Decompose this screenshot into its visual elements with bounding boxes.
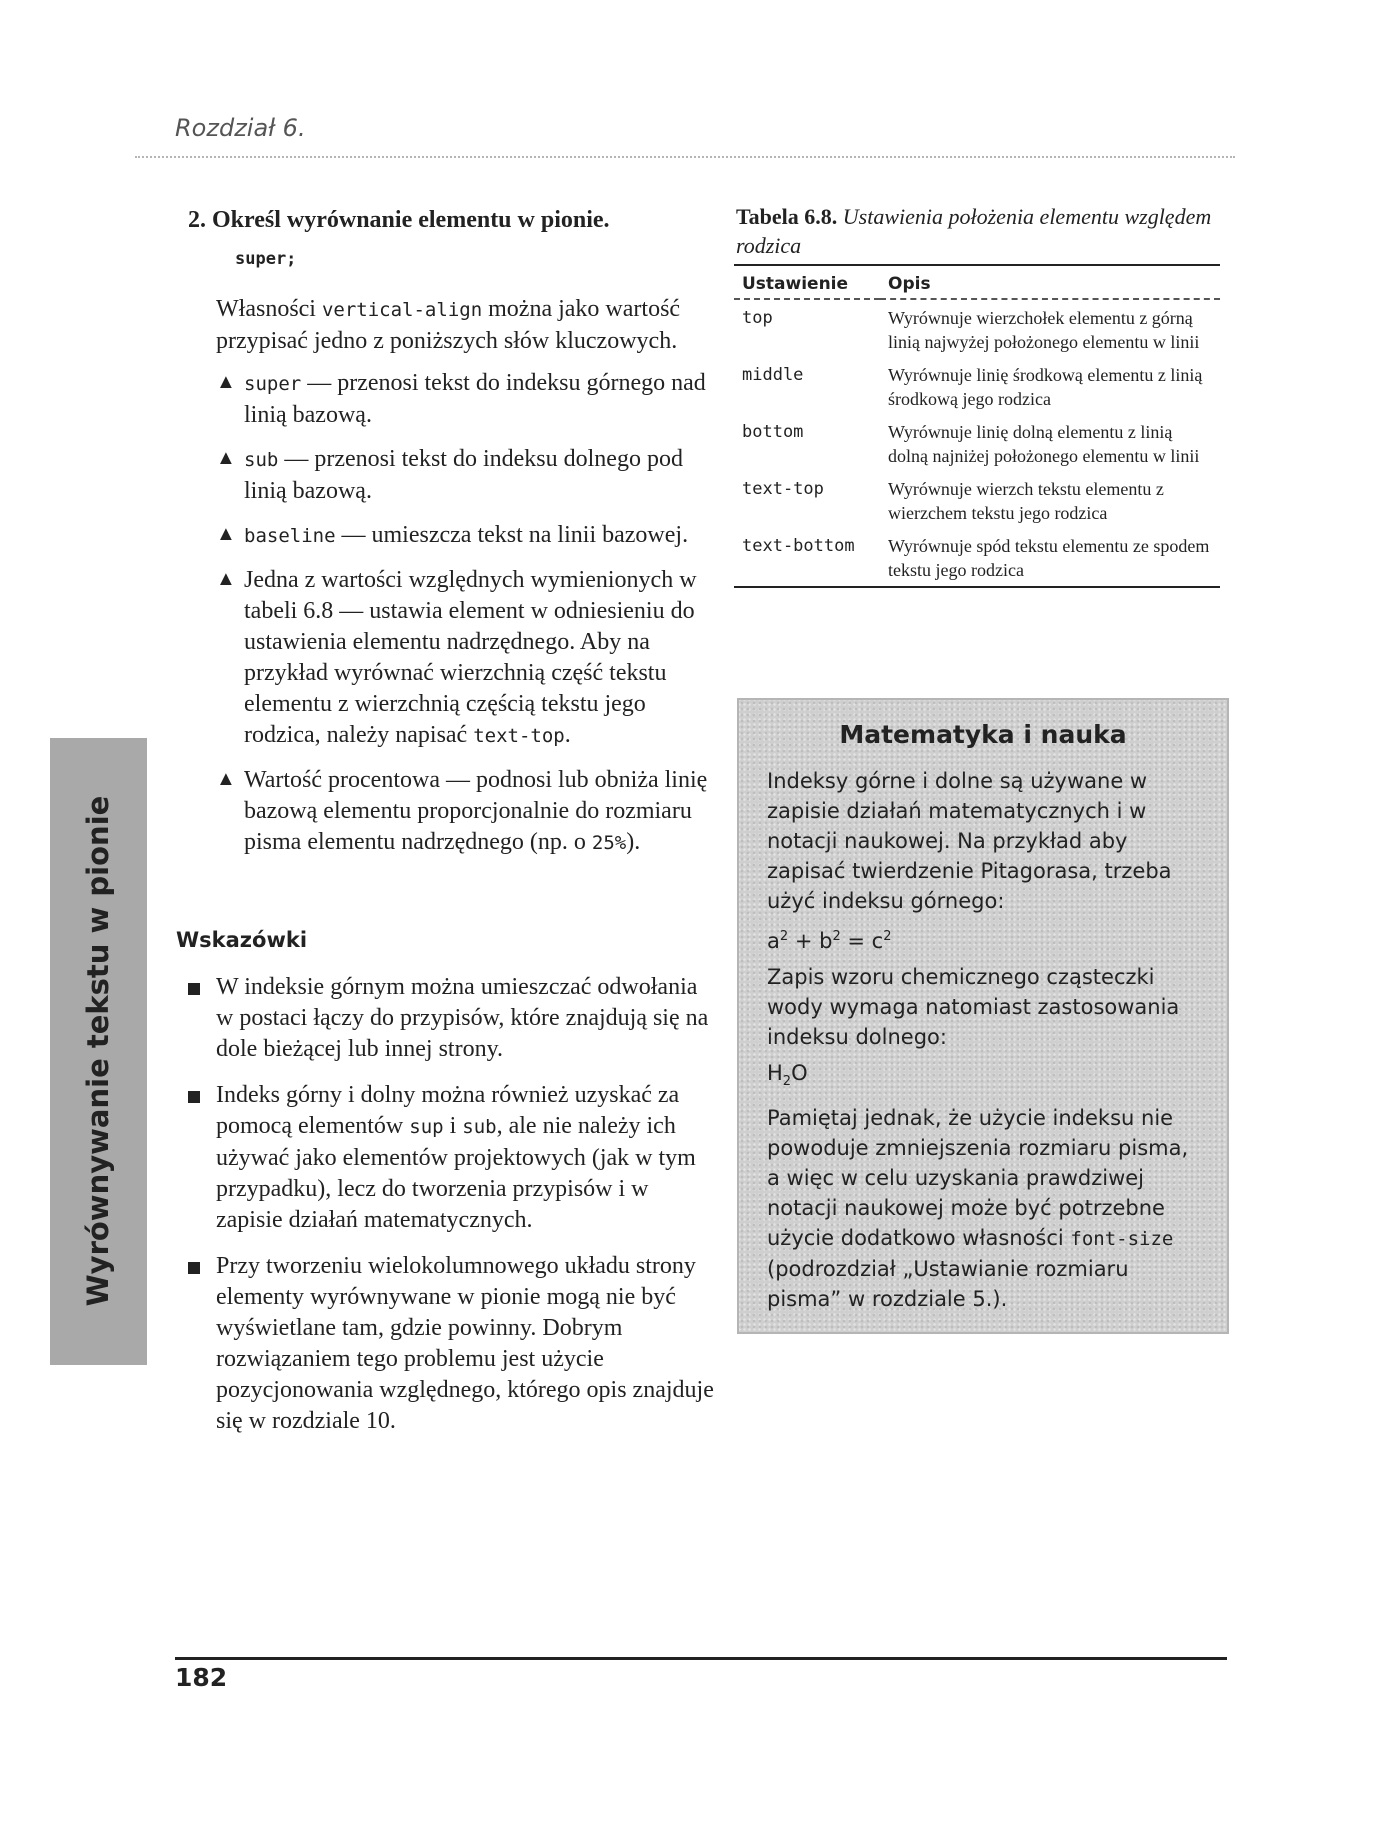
triangle-bullet-icon: ▲ — [216, 768, 236, 790]
triangle-bullet-icon: ▲ — [216, 447, 236, 469]
list-item — [216, 368, 716, 431]
tip-text: Przy tworzeniu wielokolumnowego układu strony elementy wyrównywane w pionie mogą nie być wyświetlane tam, gdzie powinny. Dobrym rozwiązaniem tego problemu jest użycie pozycjonowania względnego, którego opis znajduje się w rozdziale 10. — [216, 1253, 714, 1434]
tip-text: i — [443, 1113, 463, 1139]
keyword-description-end: . — [564, 722, 571, 748]
tip-item — [188, 1080, 718, 1236]
tips-heading: Wskazówki — [176, 928, 308, 952]
header-divider — [135, 156, 1235, 158]
table-caption-number: Tabela 6.8. — [736, 204, 838, 229]
table-cell-setting: middle — [742, 365, 804, 385]
keyword-code: sub — [244, 449, 279, 471]
formula-part: a — [767, 929, 780, 953]
formula-subscript: 2 — [782, 1074, 792, 1090]
keyword-code: text-top — [473, 725, 565, 747]
intro-text-pre: Własności — [216, 296, 322, 322]
list-item — [216, 565, 716, 752]
keyword-description: — umieszcza tekst na linii bazowej. — [335, 522, 689, 548]
pythagorean-formula — [767, 922, 1207, 956]
intro-code: vertical-align — [321, 299, 483, 321]
keyword-description-end: ). — [626, 829, 641, 855]
table-cell-description: Wyrównuje linię środkową elementu z linią środkową jego rodzica — [888, 365, 1203, 409]
tip-text: Indeks górny i dolny można również uzyskać za pomocą elementów — [216, 1082, 680, 1139]
page-number: 182 — [175, 1663, 228, 1692]
sidebar-paragraph — [767, 1103, 1207, 1314]
table-row — [734, 471, 1220, 528]
intro-text-post: można jako wartość przypisać jedno z poniższych słów kluczowych. — [216, 296, 681, 354]
square-bullet-icon — [188, 1262, 200, 1274]
table-row — [734, 357, 1220, 414]
square-bullet-icon — [188, 1091, 200, 1103]
formula-part: = c — [840, 929, 884, 953]
footer-divider — [175, 1657, 1227, 1660]
sidebar-paragraph: Zapis wzoru chemicznego cząsteczki wody wymaga natomiast zastosowania indeksu dolnego: — [767, 965, 1180, 1049]
table-row — [734, 414, 1220, 471]
table-row — [734, 299, 1220, 357]
settings-table — [734, 264, 1220, 588]
formula-part: O — [791, 1061, 808, 1085]
column-header: Opis — [880, 265, 1220, 299]
table-cell-description: Wyrównuje wierzchołek elementu z górną linią najwyżej położonego elementu w linii — [888, 308, 1200, 352]
formula-part: H — [767, 1061, 783, 1085]
table-header-row — [734, 265, 1220, 299]
step-title: 2. Określ wyrównanie elementu w pionie. — [188, 207, 610, 233]
table-cell-setting: top — [742, 308, 773, 328]
keyword-code: 25% — [591, 832, 627, 854]
water-formula — [767, 1058, 1207, 1097]
sidebar-text: (podrozdział „Ustawianie rozmiaru pisma” w rozdziale 5.). — [767, 1257, 1129, 1312]
keyword-description: Wartość procentowa — podnosi lub obniża linię bazową elementu proporcjonalnie do rozmiaru pisma elementu nadrzędnego (np. o — [244, 767, 708, 855]
table-cell-setting: text-top — [742, 479, 824, 499]
sidebar-code: font-size — [1070, 1228, 1174, 1251]
keyword-list — [216, 368, 716, 872]
table-cell-description: Wyrównuje linię dolną elementu z linią dolną najniżej położonego elementu w linii — [888, 422, 1200, 466]
keyword-description: — przenosi tekst do indeksu dolnego pod linią bazową. — [244, 446, 683, 504]
square-bullet-icon — [188, 983, 200, 995]
keyword-description: — przenosi tekst do indeksu górnego nad linią bazową. — [244, 370, 706, 428]
list-item — [216, 444, 716, 507]
list-item — [216, 765, 716, 859]
column-header: Ustawienie — [734, 265, 880, 299]
keyword-code: super — [244, 373, 302, 395]
formula-exponent: 2 — [779, 929, 789, 944]
sidebar-title: Matematyka i nauka — [839, 720, 1127, 749]
tip-text: W indeksie górnym można umieszczać odwołania w postaci łączy do przypisów, które znajdują się na dole bieżącej lub innej strony. — [216, 974, 709, 1062]
table-cell-setting: bottom — [742, 422, 804, 442]
tip-text: , ale nie należy ich używać jako elementów projektowych (jak w tym przypadku), lecz do tworzenia przypisów i w zapisie działań matematycznych. — [216, 1113, 696, 1233]
triangle-bullet-icon: ▲ — [216, 371, 236, 393]
table-row — [734, 528, 1220, 587]
table-cell-description: Wyrównuje wierzch tekstu elementu z wierzchem tekstu jego rodzica — [888, 479, 1164, 523]
keyword-description: Jedna z wartości względnych wymienionych w tabeli 6.8 — ustawia element w odniesieniu do ustawienia elementu nadrzędnego. Aby na przykład wyrównać wierzchnią część tekstu elementu z wierzchnią częścią tekstu jego rodzica, należy napisać — [244, 567, 697, 748]
math-science-sidebar — [737, 698, 1229, 1334]
sidebar-text: Pamiętaj jednak, że użycie indeksu nie powoduje zmniejszenia rozmiaru pisma, a więc w celu uzyskania prawdziwej notacji naukowej może być potrzebne użycie dodatkowo własności — [767, 1106, 1189, 1251]
side-tab-label: Wyrównywanie tekstu w pionie — [81, 795, 115, 1307]
triangle-bullet-icon: ▲ — [216, 523, 236, 545]
table-cell-setting: text-bottom — [734, 528, 880, 587]
step-code: super; — [235, 249, 297, 269]
sidebar-body — [767, 766, 1207, 1320]
table-cell-description: Wyrównuje spód tekstu elementu ze spodem tekstu jego rodzica — [880, 528, 1220, 587]
tip-item — [188, 972, 718, 1065]
table-caption-text: Ustawienia położenia elementu względem rodzica — [736, 204, 1212, 258]
tip-item — [188, 1251, 718, 1437]
list-item — [216, 520, 716, 552]
formula-exponent: 2 — [883, 929, 892, 944]
formula-exponent: 2 — [832, 929, 841, 944]
chapter-label: Rozdział 6. — [175, 114, 306, 142]
table-caption — [736, 202, 1236, 260]
sidebar-paragraph: Indeksy górne i dolne są używane w zapisie działań matematycznych i w notacji naukowej. Na przykład aby zapisać twierdzenie Pitagorasa, trzeba użyć indeksu górnego: — [767, 769, 1172, 913]
intro-paragraph — [216, 294, 716, 357]
tip-code: sup — [409, 1116, 444, 1138]
triangle-bullet-icon: ▲ — [216, 568, 236, 590]
tip-code: sub — [462, 1116, 497, 1138]
keyword-code: baseline — [244, 525, 336, 547]
formula-part: + b — [788, 929, 833, 953]
tips-list — [188, 972, 718, 1452]
